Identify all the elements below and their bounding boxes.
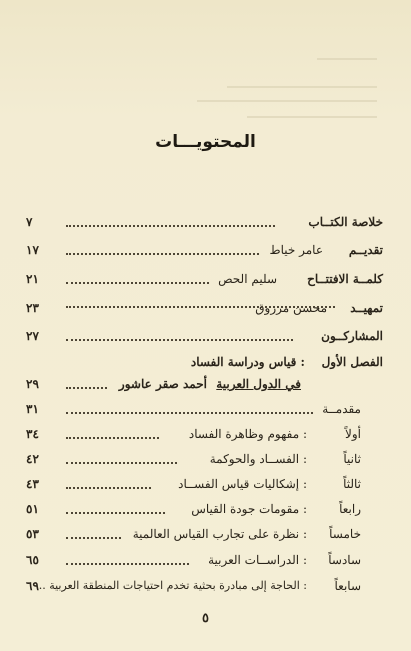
toc-entry[interactable] — [26, 298, 383, 318]
section-text: : الحاجة إلى مبادرة بحثية تخدم احتياجات المنطقة العربية .. — [38, 579, 307, 592]
dot-leader — [66, 537, 121, 539]
entry-page: ٢٣ — [26, 301, 39, 315]
chapter-label: الفصل الأول — [321, 355, 383, 369]
dot-leader — [66, 225, 275, 227]
entry-page: ٢٧ — [26, 329, 39, 343]
bleed-through-mark — [317, 58, 377, 60]
toc-entry[interactable] — [26, 326, 383, 346]
section-label: سابعاً — [334, 579, 361, 593]
entry-title: المشاركــون — [321, 329, 383, 343]
section-page: ٦٩ — [26, 579, 39, 593]
dot-leader — [66, 437, 159, 439]
chapter-heading[interactable] — [26, 352, 383, 372]
section-entry[interactable] — [26, 424, 383, 444]
dot-leader — [66, 282, 209, 284]
section-text: : الفســاد والحوكمة — [209, 452, 307, 466]
section-label: مقدمــة — [322, 402, 361, 416]
section-page: ٦٥ — [26, 553, 39, 567]
dot-leader — [66, 253, 259, 255]
entry-author: محسن مرزوق — [255, 301, 327, 315]
chapter-page: ٢٩ — [26, 377, 39, 391]
section-entry[interactable] — [26, 449, 383, 469]
section-entry[interactable] — [26, 550, 383, 570]
toc-entry[interactable] — [26, 212, 383, 232]
dot-leader — [66, 462, 177, 464]
dot-leader — [66, 563, 189, 565]
entry-title: تقديــم — [348, 243, 383, 257]
section-page: ٥٣ — [26, 527, 39, 541]
section-page: ٤٢ — [26, 452, 39, 466]
section-text: : إشكاليات قياس الفســاد — [178, 477, 307, 491]
entry-title: كلمــة الافتتــاح — [307, 272, 383, 286]
section-text: : مقومات جودة القياس — [191, 502, 307, 516]
chapter-title-line1: : قياس ودراسة الفساد — [190, 355, 305, 369]
section-page: ٤٣ — [26, 477, 39, 491]
dot-leader — [66, 306, 335, 308]
section-entry[interactable] — [26, 576, 383, 596]
section-entry[interactable] — [26, 499, 383, 519]
dot-leader — [66, 512, 165, 514]
section-text: : مفهوم وظاهرة الفساد — [188, 427, 307, 441]
section-entry[interactable] — [26, 524, 383, 544]
dot-leader — [66, 412, 313, 414]
section-entry[interactable] — [26, 474, 383, 494]
entry-author: عامر خياط — [269, 243, 323, 257]
toc-title: المحتويـــات — [155, 132, 256, 152]
bleed-through-mark — [227, 86, 377, 88]
section-page: ٣١ — [26, 402, 39, 416]
entry-page: ١٧ — [26, 243, 39, 257]
entry-page: ٢١ — [26, 272, 39, 286]
entry-title: تمهيــد — [350, 301, 383, 315]
section-label: أولاً — [345, 427, 361, 441]
section-label: ثالثاً — [343, 477, 361, 491]
section-label: رابعاً — [339, 502, 361, 516]
dot-leader — [66, 487, 151, 489]
section-label: خامساً — [329, 527, 361, 541]
page-number: ٥ — [202, 611, 209, 626]
section-text: : الدراســات العربية — [208, 553, 307, 567]
bleed-through-mark — [197, 100, 377, 102]
entry-page: ٧ — [26, 215, 33, 229]
chapter-line2[interactable] — [26, 374, 383, 394]
section-entry[interactable] — [26, 399, 383, 419]
toc-entry[interactable] — [26, 269, 383, 289]
entry-title: خلاصة الكتــاب — [308, 215, 383, 229]
section-label: ثانياً — [343, 452, 361, 466]
dot-leader — [66, 387, 107, 389]
chapter-title-line2: في الدول العربية — [216, 377, 301, 391]
entry-author: سليم الحص — [218, 272, 277, 286]
dot-leader — [66, 339, 293, 341]
toc-entry[interactable] — [26, 240, 383, 260]
section-text: : نظرة على تجارب القياس العالمية — [132, 527, 307, 541]
bleed-through-mark — [247, 116, 377, 118]
chapter-author: أحمد صقر عاشور — [118, 377, 207, 391]
section-page: ٥١ — [26, 502, 39, 516]
section-label: سادساً — [328, 553, 361, 567]
section-page: ٣٤ — [26, 427, 39, 441]
